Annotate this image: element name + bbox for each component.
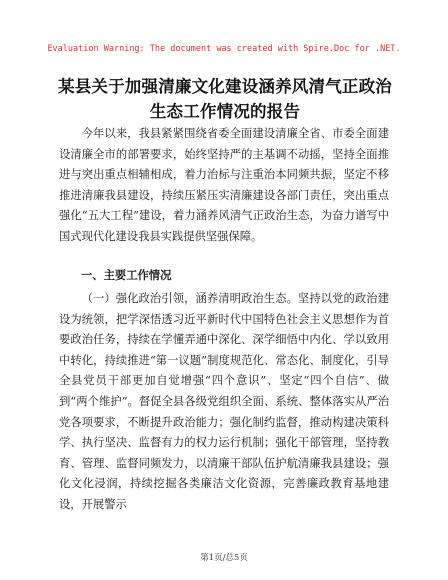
section-paragraph: （一）强化政治引领，涵养清明政治生态。坚持以党的政治建设为统领，把学深悟透习近平新时代中国特色社会主义思想作为首要政治任务，持续在学懂弄通中深化、深学细悟中内化、学以致用中转化，持续推进“第一议题”制度规范化、常态化、制度化，引导全县党员干部更加自觉增强“四个意识”、坚定“四个自信”、做到“两个维护”。督促全县各级党组织全面、系统、整体落实从严治党各项要求，不断提升政治能力；强化制约监督，推动构建决策科学、执行坚决、监督有力的权力运行机制；强化干部管理，坚持教育、管理、监督同频发力，以清廉干部队伍护航清廉我县建设；强化文化浸润，持续挖掘各类廉洁文化资源，完善廉政教育基地建设，开展警示	[59, 292, 389, 511]
title-line-1: 某县关于加强清廉文化建设涵养风清气正政治	[58, 77, 392, 96]
intro-paragraph-block	[59, 124, 389, 248]
title-line-2: 生态工作情况的报告	[149, 102, 301, 121]
evaluation-warning: Evaluation Warning: The document was created with Spire.Doc for .NET.	[47, 44, 401, 54]
intro-paragraph: 今年以来，我县紧紧围绕省委全面建设清廉全省、市委全面建设清廉全市的部署要求，始终坚持严的主基调不动摇，坚持全面推进与突出重点相辅相成，着力治标与注重治本同频共振，坚定不移推进清廉我县建设，持续压紧压实清廉建设各部门责任，突出重点强化“五大工程”建设，着力涵养风清气正政治生态，为奋力谱写中国式现代化建设我县实践提供坚强保障。	[59, 127, 389, 243]
section-heading: 一、主要工作情况	[81, 269, 172, 282]
page-footer: 第1页/总5页	[200, 553, 248, 563]
section-paragraph-block	[59, 289, 389, 516]
